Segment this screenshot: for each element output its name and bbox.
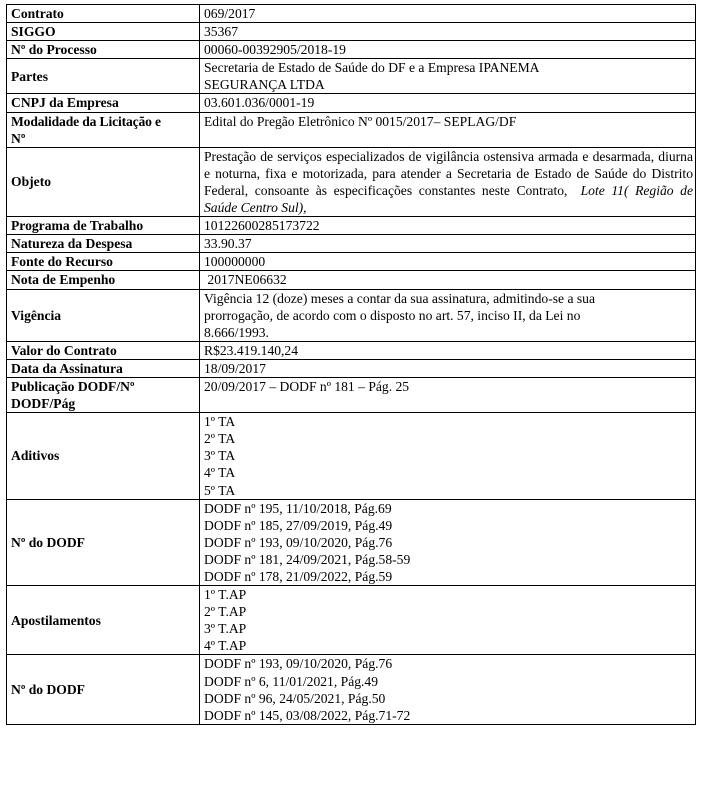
label-programa: Programa de Trabalho	[7, 217, 200, 235]
label-fonte: Fonte do Recurso	[7, 253, 200, 271]
label-processo: Nº do Processo	[7, 41, 200, 59]
apostilamento-item: 3º T.AP	[204, 621, 247, 637]
row-partes	[7, 59, 696, 94]
publicacao-label-line: Publicação DODF/Nº	[11, 378, 135, 394]
row-dodf-aditivos	[7, 499, 696, 585]
contract-summary-table	[6, 4, 696, 725]
value-apostilamentos	[200, 586, 696, 655]
row-objeto	[7, 147, 696, 216]
value-cnpj: 03.601.036/0001-19	[200, 94, 696, 112]
value-assinatura: 18/09/2017	[200, 359, 696, 377]
label-empenho: Nota de Empenho	[7, 271, 200, 289]
publicacao-label-line: DODF/Pág	[11, 396, 76, 412]
label-partes: Partes	[7, 59, 200, 94]
dodf-item: DODF nº 6, 11/01/2021, Pág.49	[204, 673, 379, 689]
aditivo-item: 4º TA	[204, 465, 236, 481]
vigencia-line: Vigência 12 (doze) meses a contar da sua assinatura, admitindo-se a sua	[204, 290, 595, 306]
label-natureza: Natureza da Despesa	[7, 235, 200, 253]
row-fonte	[7, 253, 696, 271]
aditivo-item: 5º TA	[204, 482, 236, 498]
label-dodf-apostilamentos: Nº do DODF	[7, 655, 200, 724]
dodf-item: DODF nº 178, 21/09/2022, Pág.59	[204, 569, 393, 584]
aditivo-item: 3º TA	[204, 448, 236, 464]
row-contrato	[7, 5, 696, 23]
label-contrato: Contrato	[7, 5, 200, 23]
dodf-item: DODF nº 96, 24/05/2021, Pág.50	[204, 690, 386, 706]
apostilamento-item: 4º T.AP	[204, 638, 247, 654]
objeto-text: Prestação de serviços especializados de vigilância ostensiva armada e desarmada, diurna e noturna, fixa e motorizada, para atender a Secretaria de Estado de Saúde do Distrito Federal, consoante às especificações constantes neste Contrato,	[204, 148, 693, 198]
value-dodf-aditivos	[200, 499, 696, 585]
partes-line: SEGURANÇA LTDA	[204, 77, 325, 93]
dodf-item: DODF nº 193, 09/10/2020, Pág.76	[204, 534, 393, 550]
row-empenho	[7, 271, 696, 289]
value-siggo: 35367	[200, 23, 696, 41]
label-siggo: SIGGO	[7, 23, 200, 41]
aditivo-item: 2º TA	[204, 431, 236, 447]
row-valor	[7, 341, 696, 359]
apostilamento-item: 1º T.AP	[204, 587, 247, 603]
value-objeto	[200, 147, 696, 216]
label-cnpj: CNPJ da Empresa	[7, 94, 200, 112]
modalidade-label-line: Modalidade da Licitação e	[11, 113, 161, 129]
value-fonte: 100000000	[200, 253, 696, 271]
label-modalidade	[7, 112, 200, 147]
row-processo	[7, 41, 696, 59]
objeto-lote: Lote 11( Região de Saúde Centro Sul),	[204, 182, 694, 216]
row-dodf-apostilamentos	[7, 655, 696, 724]
value-processo: 00060-00392905/2018-19	[200, 41, 696, 59]
value-modalidade: Edital do Pregão Eletrônico Nº 0015/2017– SEPLAG/DF	[200, 112, 696, 147]
value-partes	[200, 59, 696, 94]
row-modalidade	[7, 112, 696, 147]
label-vigencia: Vigência	[7, 289, 200, 341]
label-assinatura: Data da Assinatura	[7, 359, 200, 377]
value-vigencia	[200, 289, 696, 341]
label-objeto: Objeto	[7, 147, 200, 216]
row-natureza	[7, 235, 696, 253]
row-cnpj	[7, 94, 696, 112]
dodf-item: DODF nº 181, 24/09/2021, Pág.58-59	[204, 551, 411, 567]
dodf-item: DODF nº 145, 03/08/2022, Pág.71-72	[204, 707, 411, 723]
row-aditivos	[7, 413, 696, 499]
value-empenho	[200, 271, 696, 289]
label-apostilamentos: Apostilamentos	[7, 586, 200, 655]
value-publicacao: 20/09/2017 – DODF nº 181 – Pág. 25	[200, 377, 696, 412]
value-dodf-apostilamentos	[200, 655, 696, 724]
dodf-item: DODF nº 185, 27/09/2019, Pág.49	[204, 517, 393, 533]
vigencia-line: 8.666/1993.	[204, 324, 269, 340]
label-valor: Valor do Contrato	[7, 341, 200, 359]
row-assinatura	[7, 359, 696, 377]
row-siggo	[7, 23, 696, 41]
value-programa: 10122600285173722	[200, 217, 696, 235]
row-apostilamentos	[7, 586, 696, 655]
row-vigencia	[7, 289, 696, 341]
vigencia-line: prorrogação, de acordo com o disposto no art. 57, inciso II, da Lei no	[204, 307, 581, 323]
value-natureza: 33.90.37	[200, 235, 696, 253]
row-programa	[7, 217, 696, 235]
value-aditivos	[200, 413, 696, 499]
modalidade-label-line: Nº	[11, 130, 26, 146]
dodf-item: DODF nº 193, 09/10/2020, Pág.76	[204, 656, 393, 672]
apostilamento-item: 2º T.AP	[204, 604, 247, 620]
row-publicacao	[7, 377, 696, 412]
aditivo-item: 1º TA	[204, 414, 236, 430]
value-valor: R$23.419.140,24	[200, 341, 696, 359]
empenho-text: 2017NE06632	[207, 272, 287, 288]
label-publicacao	[7, 377, 200, 412]
dodf-item: DODF nº 195, 11/10/2018, Pág.69	[204, 500, 392, 516]
label-aditivos: Aditivos	[7, 413, 200, 499]
partes-line: Secretaria de Estado de Saúde do DF e a Empresa IPANEMA	[204, 60, 540, 76]
label-dodf-aditivos: Nº do DODF	[7, 499, 200, 585]
value-contrato: 069/2017	[200, 5, 696, 23]
